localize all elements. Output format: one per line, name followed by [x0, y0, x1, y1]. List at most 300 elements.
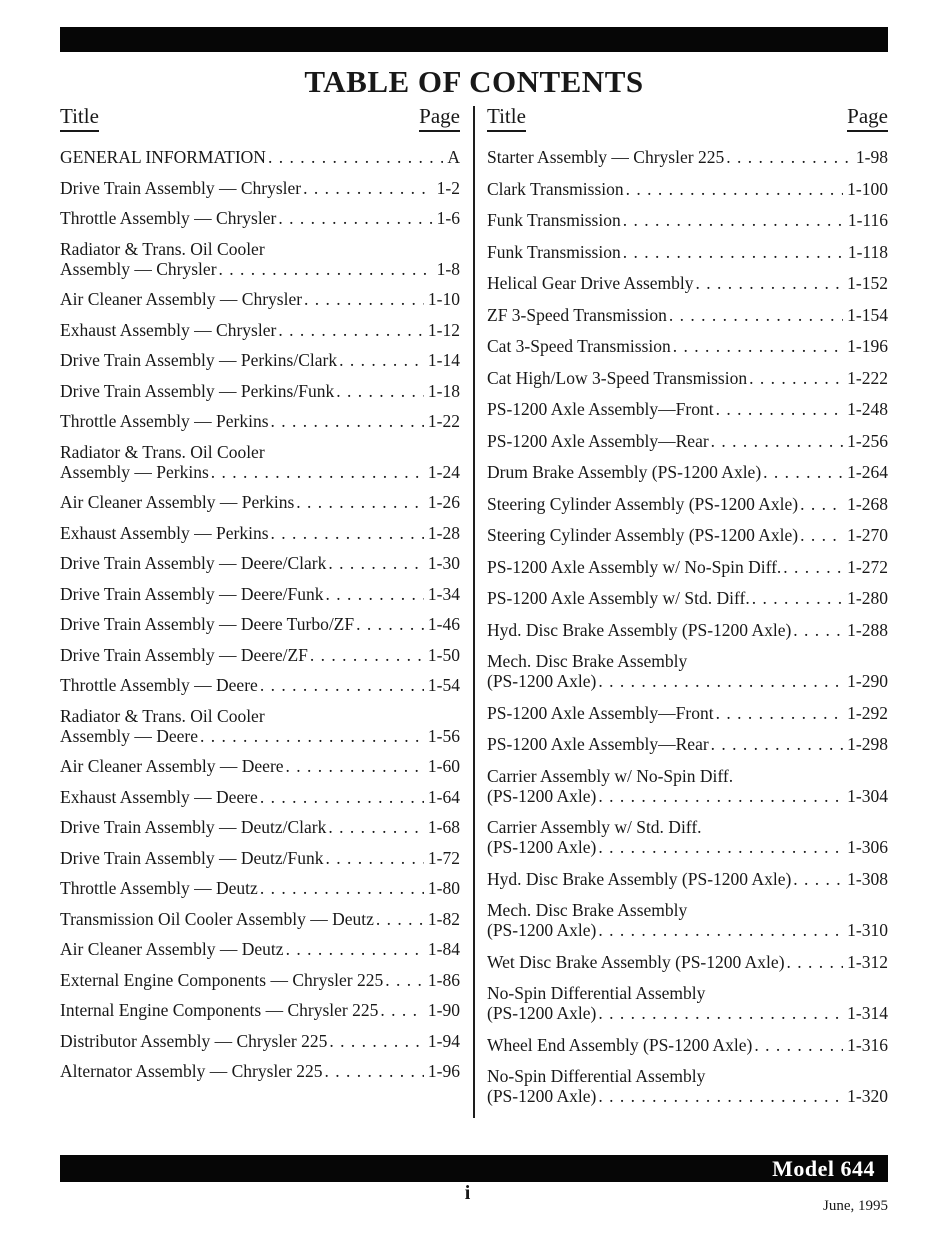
toc-entry-page: 1-96 — [427, 1061, 460, 1081]
toc-entry-title: Funk Transmission — [487, 210, 621, 230]
toc-entry-title: Steering Cylinder Assembly (PS-1200 Axle) — [487, 493, 799, 514]
toc-entry-row — [60, 381, 460, 401]
toc-entry — [60, 442, 460, 482]
toc-entry-title: Drive Train Assembly — Deere Turbo/ZF — [60, 614, 355, 634]
toc-entry — [60, 350, 460, 370]
toc-entry — [487, 210, 888, 230]
toc-entry-row — [60, 614, 460, 634]
toc-entry-title: Assembly — Deere — [60, 725, 199, 746]
toc-entry — [487, 983, 888, 1023]
toc-entry — [487, 766, 888, 806]
toc-entry-row — [60, 584, 460, 604]
toc-entry-page: 1-100 — [847, 178, 888, 199]
toc-entry-row — [487, 305, 888, 325]
dot-leader — [763, 462, 843, 482]
toc-entry-row — [487, 869, 888, 889]
toc-entry-title: Wet Disc Brake Assembly (PS-1200 Axle) — [487, 951, 785, 972]
toc-entry — [60, 645, 460, 665]
toc-entry-row — [487, 786, 888, 806]
toc-entry-row — [60, 848, 460, 868]
dot-leader — [749, 368, 843, 388]
toc-entry-row — [60, 147, 460, 167]
toc-entry-page: 1-196 — [847, 336, 888, 356]
toc-entry — [487, 900, 888, 940]
dot-leader — [669, 305, 843, 325]
toc-entry — [60, 147, 460, 167]
toc-entry-title: Helical Gear Drive Assembly — [487, 273, 694, 293]
toc-entry-page: 1-256 — [847, 430, 888, 451]
toc-entry-row — [60, 970, 460, 990]
toc-entry-title: (PS-1200 Axle) — [487, 837, 597, 857]
toc-entry-page: 1-80 — [427, 878, 460, 898]
toc-entry-page: 1-316 — [847, 1034, 888, 1055]
toc-entry-page: 1-60 — [427, 756, 460, 776]
toc-entry — [60, 706, 460, 746]
toc-entry-title-line1: Radiator & Trans. Oil Cooler — [60, 238, 265, 259]
toc-entry-row — [487, 920, 888, 940]
toc-entry-row — [487, 703, 888, 723]
toc-entry-page: 1-12 — [427, 319, 460, 340]
toc-entry — [60, 584, 460, 604]
toc-entry-page: 1-308 — [847, 868, 888, 889]
dot-leader — [286, 939, 424, 959]
toc-entry-row — [60, 939, 460, 959]
toc-entry-page: 1-304 — [847, 785, 888, 806]
dot-leader — [324, 1061, 423, 1081]
toc-entry-title: Distributor Assembly — Chrysler 225 — [60, 1030, 328, 1051]
toc-entry-row — [487, 242, 888, 262]
toc-entry — [487, 179, 888, 199]
toc-entry-row — [60, 726, 460, 746]
toc-entry-title: Air Cleaner Assembly — Deere — [60, 756, 284, 776]
toc-entry-page: 1-310 — [847, 920, 888, 940]
toc-entry-title-line1: Mech. Disc Brake Assembly — [487, 900, 688, 920]
toc-entry-title: Throttle Assembly — Deere — [60, 675, 258, 695]
toc-entry-title: Exhaust Assembly — Deere — [60, 786, 258, 807]
toc-entry-title-line1: No-Spin Differential Assembly — [487, 983, 706, 1003]
toc-entry — [487, 494, 888, 514]
toc-entry-row — [487, 671, 888, 691]
toc-entry-page: 1-268 — [847, 493, 888, 514]
toc-entry-title-line1: Carrier Assembly w/ Std. Diff. — [487, 817, 702, 837]
toc-entry — [60, 289, 460, 309]
toc-entry — [487, 620, 888, 640]
toc-entry-title: GENERAL INFORMATION — [60, 147, 266, 167]
dot-leader — [598, 837, 843, 857]
toc-entry-row — [487, 336, 888, 356]
dot-leader — [752, 588, 843, 608]
dot-leader — [296, 492, 424, 512]
toc-entry-title-line1: Mech. Disc Brake Assembly — [487, 651, 688, 671]
toc-entry-title: Internal Engine Components — Chrysler 225 — [60, 1000, 379, 1020]
toc-entry — [487, 242, 888, 262]
toc-entry-row — [487, 525, 888, 545]
dot-leader — [219, 259, 433, 279]
toc-entry-title-line1: Carrier Assembly w/ No-Spin Diff. — [487, 765, 734, 786]
toc-entry-title: Drive Train Assembly — Deutz/Clark — [60, 817, 327, 837]
dot-leader — [598, 671, 843, 691]
toc-entry-title: Exhaust Assembly — Perkins — [60, 522, 269, 543]
toc-entry-page: 1-72 — [427, 847, 460, 868]
toc-entry-title: Steering Cylinder Assembly (PS-1200 Axle) — [487, 525, 799, 545]
toc-entry-title: Wheel End Assembly (PS-1200 Axle) — [487, 1034, 753, 1055]
toc-entry-row — [487, 273, 888, 293]
toc-entry — [487, 703, 888, 723]
toc-entry-title: Drive Train Assembly — Deere/Funk — [60, 583, 324, 604]
column-header-page-label: Page — [419, 104, 460, 132]
toc-entry-title: Exhaust Assembly — Chrysler — [60, 319, 277, 340]
toc-entry-title: ZF 3-Speed Transmission — [487, 304, 667, 325]
toc-entry — [60, 1061, 460, 1081]
toc-entry-title: Air Cleaner Assembly — Deutz — [60, 939, 284, 959]
toc-entry-page: 1-290 — [847, 671, 888, 691]
toc-entry-row — [60, 411, 460, 431]
toc-entry-row — [487, 1035, 888, 1055]
dot-leader — [716, 399, 844, 419]
toc-entry-title: Throttle Assembly — Deutz — [60, 878, 258, 898]
dot-leader — [376, 909, 424, 929]
toc-entry-title: Drive Train Assembly — Perkins/Funk — [60, 380, 335, 401]
toc-entry-row — [487, 147, 888, 167]
toc-entry-row — [487, 1003, 888, 1023]
toc-entry-title: Air Cleaner Assembly — Perkins — [60, 492, 295, 512]
toc-entry-title: External Engine Components — Chrysler 225 — [60, 969, 384, 990]
toc-entry-row — [487, 368, 888, 388]
toc-entry — [487, 952, 888, 972]
toc-entry-title: PS-1200 Axle Assembly w/ No-Spin Diff. — [487, 556, 782, 577]
toc-entry-title: Hyd. Disc Brake Assembly (PS-1200 Axle) — [487, 868, 792, 889]
toc-entry-page: 1-306 — [847, 837, 888, 857]
toc-entry — [60, 614, 460, 634]
toc-column-left — [60, 104, 460, 1118]
toc-entry — [60, 787, 460, 807]
toc-entry-row — [60, 756, 460, 776]
dot-leader — [339, 350, 424, 370]
toc-entry-row — [60, 909, 460, 929]
dot-leader — [673, 336, 843, 356]
toc-entry-page: 1-84 — [427, 939, 460, 959]
toc-entry-title: Cat 3-Speed Transmission — [487, 336, 671, 356]
dot-leader — [800, 494, 843, 514]
toc-entry-page: 1-22 — [427, 411, 460, 431]
toc-entry — [60, 909, 460, 929]
toc-entry-title: Transmission Oil Cooler Assembly — Deutz — [60, 908, 374, 929]
dot-leader — [598, 920, 843, 940]
toc-entry-title-line1: No-Spin Differential Assembly — [487, 1066, 706, 1086]
toc-entry — [487, 368, 888, 388]
toc-entry-page: 1-26 — [427, 492, 460, 512]
page-number: i — [464, 1182, 471, 1204]
toc-entry-row — [487, 210, 888, 230]
toc-entry-title: Drive Train Assembly — Deere/ZF — [60, 644, 308, 665]
toc-entry-page: 1-56 — [427, 725, 460, 746]
toc-entry — [60, 320, 460, 340]
toc-entry — [60, 970, 460, 990]
toc-entry — [487, 525, 888, 545]
toc-entry — [487, 431, 888, 451]
toc-entry — [60, 1031, 460, 1051]
top-black-bar — [60, 27, 888, 52]
toc-entry — [60, 411, 460, 431]
toc-column-right — [487, 104, 888, 1118]
dot-leader — [783, 557, 843, 577]
toc-entry — [487, 336, 888, 356]
dot-leader — [754, 1035, 843, 1055]
toc-columns — [60, 104, 888, 1118]
toc-entry-title: (PS-1200 Axle) — [487, 785, 597, 806]
toc-entry-title: PS-1200 Axle Assembly—Rear — [487, 430, 709, 451]
dot-leader — [211, 462, 424, 482]
dot-leader — [380, 1000, 424, 1020]
dot-leader — [385, 970, 424, 990]
toc-entry-page: 1-28 — [427, 522, 460, 543]
dot-leader — [325, 584, 423, 604]
toc-entry — [60, 381, 460, 401]
dot-leader — [260, 675, 424, 695]
toc-entry-title: Drum Brake Assembly (PS-1200 Axle) — [487, 462, 762, 482]
toc-entry-page: 1-6 — [436, 208, 460, 228]
column-header-left — [60, 104, 460, 132]
toc-entry-title: Drive Train Assembly — Perkins/Clark — [60, 350, 338, 370]
dot-leader — [271, 411, 424, 431]
column-header-page-label: Page — [847, 104, 888, 132]
toc-entry-title: Hyd. Disc Brake Assembly (PS-1200 Axle) — [487, 619, 792, 640]
document-page — [0, 27, 935, 1118]
toc-entry-row — [487, 837, 888, 857]
toc-entry-title: PS-1200 Axle Assembly—Rear — [487, 734, 709, 754]
toc-entry-row — [60, 259, 460, 279]
toc-entry — [487, 651, 888, 691]
toc-entry-page: 1-292 — [847, 702, 888, 723]
toc-entry-page: 1-50 — [427, 644, 460, 665]
toc-entry-row — [487, 952, 888, 972]
toc-entry-row — [487, 1086, 888, 1106]
dot-leader — [260, 878, 424, 898]
dot-leader — [329, 1031, 424, 1051]
toc-entry — [60, 817, 460, 837]
dot-leader — [325, 848, 423, 868]
toc-entry-row — [60, 462, 460, 482]
toc-entry-page: 1-82 — [427, 908, 460, 929]
toc-entry-title: (PS-1200 Axle) — [487, 920, 597, 940]
toc-entry-title: Air Cleaner Assembly — Chrysler — [60, 289, 303, 309]
dot-leader — [271, 523, 424, 543]
toc-entry-page: 1-280 — [847, 588, 888, 608]
toc-entry-page: 1-312 — [847, 951, 888, 972]
dot-leader — [711, 734, 844, 754]
dot-leader — [336, 381, 424, 401]
toc-entry-title: PS-1200 Axle Assembly—Front — [487, 399, 714, 419]
dot-leader — [286, 756, 424, 776]
dot-leader — [800, 525, 843, 545]
toc-entry-page: 1-222 — [847, 367, 888, 388]
model-label: Model 644 — [772, 1155, 875, 1181]
toc-entry — [487, 557, 888, 577]
toc-entry-row — [60, 1061, 460, 1081]
toc-entry-page: 1-34 — [427, 583, 460, 604]
toc-entry-row — [60, 817, 460, 837]
toc-entry-title: PS-1200 Axle Assembly—Front — [487, 702, 714, 723]
toc-entry-page: 1-94 — [427, 1030, 460, 1051]
toc-entry-page: 1-24 — [427, 461, 460, 482]
page-title: TABLE OF CONTENTS — [304, 64, 644, 99]
toc-entry-title: (PS-1200 Axle) — [487, 1003, 597, 1023]
dot-leader — [278, 208, 432, 228]
toc-entry — [487, 588, 888, 608]
dot-leader — [328, 817, 424, 837]
toc-entry-page: 1-46 — [427, 614, 460, 634]
toc-entry — [487, 147, 888, 167]
toc-entry-row — [60, 787, 460, 807]
toc-entry-title: Throttle Assembly — Perkins — [60, 411, 269, 431]
dot-leader — [598, 1086, 843, 1106]
toc-entry — [487, 462, 888, 482]
toc-entry — [487, 273, 888, 293]
toc-entry-page: 1-54 — [427, 675, 460, 695]
toc-entry — [60, 675, 460, 695]
toc-entry-row — [60, 878, 460, 898]
toc-entry-page: 1-14 — [427, 350, 460, 370]
dot-leader — [793, 620, 843, 640]
toc-entry-row — [60, 553, 460, 573]
toc-entry — [487, 734, 888, 754]
toc-entry-page: 1-2 — [436, 177, 460, 198]
toc-entry-row — [60, 178, 460, 198]
toc-entry — [60, 1000, 460, 1020]
toc-entry-page: 1-264 — [847, 462, 888, 482]
toc-entry-page: 1-116 — [847, 210, 888, 230]
dot-leader — [356, 614, 424, 634]
column-divider — [473, 106, 475, 1118]
column-header-title-label: Title — [60, 104, 99, 132]
toc-entry-title: Starter Assembly — Chrysler 225 — [487, 147, 725, 167]
toc-entry-title: Drive Train Assembly — Deutz/Funk — [60, 847, 324, 868]
toc-entry-row — [60, 208, 460, 228]
dot-leader — [716, 703, 844, 723]
toc-entry-page: 1-272 — [847, 556, 888, 577]
toc-entry-row — [60, 320, 460, 340]
toc-entry-page: 1-68 — [427, 817, 460, 837]
toc-entry-row — [60, 350, 460, 370]
toc-entries-left — [60, 147, 460, 1081]
toc-entry-title: Assembly — Chrysler — [60, 258, 217, 279]
toc-entry-title-line1: Radiator & Trans. Oil Cooler — [60, 441, 265, 462]
toc-entry-title: (PS-1200 Axle) — [487, 671, 597, 691]
toc-entry-page: 1-18 — [427, 380, 460, 401]
dot-leader — [793, 869, 843, 889]
bottom-black-bar — [60, 1155, 888, 1182]
toc-entry-row — [60, 1000, 460, 1020]
toc-entry-row — [60, 1031, 460, 1051]
toc-entry-page: 1-152 — [847, 273, 888, 293]
toc-entry-title: PS-1200 Axle Assembly w/ Std. Diff. — [487, 588, 750, 608]
dot-leader — [200, 726, 424, 746]
toc-entry-page: 1-8 — [436, 258, 460, 279]
toc-entry-page: 1-288 — [847, 619, 888, 640]
toc-entry-title: Funk Transmission — [487, 241, 621, 262]
dot-leader — [787, 952, 844, 972]
toc-entry — [60, 239, 460, 279]
dot-leader — [260, 787, 424, 807]
toc-entry-row — [60, 645, 460, 665]
dot-leader — [278, 320, 424, 340]
toc-entry-page: 1-298 — [847, 734, 888, 754]
dot-leader — [623, 210, 844, 230]
toc-entry-page: 1-154 — [847, 304, 888, 325]
toc-entry-title: Alternator Assembly — Chrysler 225 — [60, 1061, 323, 1081]
toc-entry-title-line1: Radiator & Trans. Oil Cooler — [60, 705, 265, 726]
dot-leader — [598, 786, 843, 806]
toc-entries-right — [487, 147, 888, 1106]
dot-leader — [310, 645, 424, 665]
toc-entry — [60, 492, 460, 512]
toc-entry-title: Assembly — Perkins — [60, 461, 209, 482]
toc-entry-page: 1-270 — [847, 525, 888, 545]
toc-entry-page: 1-90 — [427, 1000, 460, 1020]
toc-entry-row — [487, 431, 888, 451]
toc-entry — [60, 178, 460, 198]
toc-entry — [60, 523, 460, 543]
toc-entry — [60, 553, 460, 573]
toc-entry-row — [487, 179, 888, 199]
dot-leader — [304, 289, 424, 309]
toc-entry-row — [487, 734, 888, 754]
toc-entry-row — [487, 588, 888, 608]
toc-entry-row — [487, 620, 888, 640]
toc-entry-page: 1-248 — [847, 399, 888, 419]
dot-leader — [711, 431, 844, 451]
toc-entry-page: 1-320 — [847, 1086, 888, 1106]
toc-entry-row — [487, 557, 888, 577]
toc-entry-page: 1-10 — [427, 289, 460, 309]
dot-leader — [598, 1003, 843, 1023]
toc-entry-row — [487, 494, 888, 514]
toc-entry-page: 1-86 — [427, 969, 460, 990]
toc-entry — [487, 1035, 888, 1055]
toc-entry-page: 1-30 — [427, 553, 460, 573]
toc-entry-page: 1-64 — [427, 786, 460, 807]
dot-leader — [623, 242, 844, 262]
toc-entry-row — [487, 462, 888, 482]
dot-leader — [268, 147, 443, 167]
toc-entry-page: A — [447, 147, 460, 167]
toc-entry — [487, 399, 888, 419]
toc-entry-page: 1-98 — [855, 147, 888, 167]
toc-entry-title: Cat High/Low 3-Speed Transmission — [487, 367, 748, 388]
toc-entry-row — [487, 399, 888, 419]
column-header-title-label: Title — [487, 104, 526, 132]
dot-leader — [696, 273, 844, 293]
toc-entry-title: Drive Train Assembly — Chrysler — [60, 177, 302, 198]
toc-entry — [60, 878, 460, 898]
toc-entry — [60, 848, 460, 868]
toc-entry-row — [60, 289, 460, 309]
dot-leader — [303, 178, 433, 198]
toc-entry-page: 1-314 — [847, 1003, 888, 1023]
toc-entry — [60, 756, 460, 776]
toc-entry-title: Throttle Assembly — Chrysler — [60, 208, 277, 228]
toc-entry-row — [60, 492, 460, 512]
date-label: June, 1995 — [823, 1198, 888, 1214]
toc-entry — [487, 1066, 888, 1106]
toc-entry-row — [60, 675, 460, 695]
toc-entry-title: (PS-1200 Axle) — [487, 1086, 597, 1106]
dot-leader — [328, 553, 424, 573]
dot-leader — [626, 179, 844, 199]
toc-entry — [487, 305, 888, 325]
dot-leader — [726, 147, 852, 167]
toc-entry-row — [60, 523, 460, 543]
